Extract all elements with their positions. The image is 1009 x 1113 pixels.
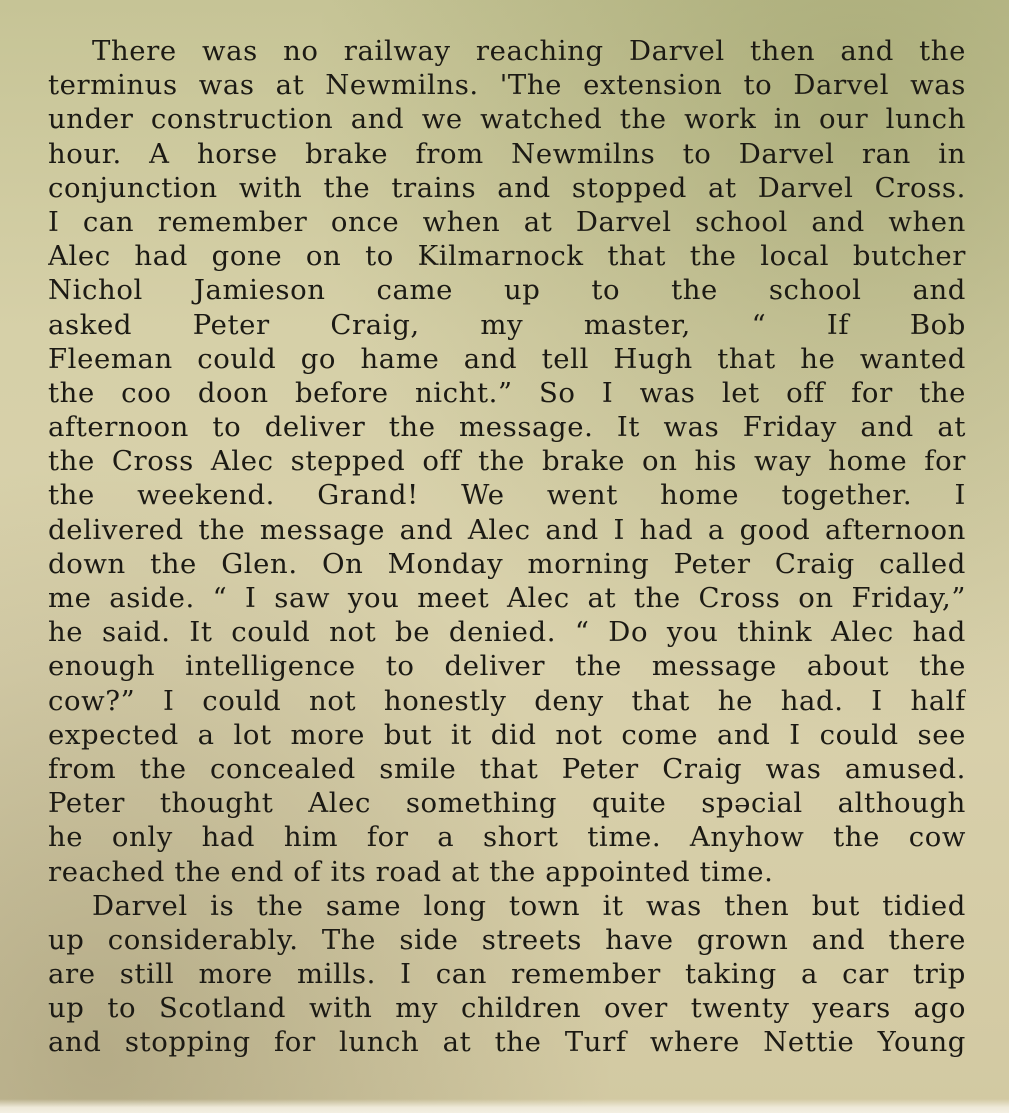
text-line: the Cross Alec stepped off the brake on his way home for <box>48 445 966 478</box>
text-line: me aside. “ I saw you meet Alec at the Cross on Friday,” <box>48 582 966 614</box>
text-line: under construction and we watched the work in our lunch <box>48 103 966 136</box>
document-body <box>48 34 969 1060</box>
text-line: and stopping for lunch at the Turf where Nettie Young <box>48 1026 966 1059</box>
text-line: the weekend. Grand! We went home together. I <box>48 479 966 512</box>
text-line: from the concealed smile that Peter Craig was amused. <box>48 752 966 785</box>
text-line: he said. It could not be denied. “ Do you think Alec had <box>48 616 966 649</box>
text-line: Alec had gone on to Kilmarnock that the local butcher <box>48 240 966 273</box>
text-line: hour. A horse brake from Newmilns to Darvel ran in <box>48 137 966 170</box>
text-line: conjunction with the trains and stopped at Darvel Cross. <box>48 171 966 204</box>
text-line: Fleeman could go hame and tell Hugh that he wanted <box>48 342 966 375</box>
text-line: terminus was at Newmilns. 'The extension to Darvel was <box>48 69 966 102</box>
text-line: asked Peter Craig, my master, “ If Bob <box>48 308 966 341</box>
text-line: Nichol Jamieson came up to the school and <box>48 274 966 307</box>
text-line: he only had him for a short time. Anyhow the cow <box>48 821 966 854</box>
text-line: the coo doon before nicht.” So I was let off for the <box>48 376 966 409</box>
text-line: cow?” I could not honestly deny that he had. I half <box>48 684 966 717</box>
text-line: I can remember once when at Darvel school and when <box>48 205 966 238</box>
text-line: Peter thought Alec something quite spəcial although <box>48 787 966 820</box>
text-line: expected a lot more but it did not come and I could see <box>48 718 966 751</box>
text-line: reached the end of its road at the appointed time. <box>48 855 774 888</box>
text-line: down the Glen. On Monday morning Peter Craig called <box>48 547 966 580</box>
text-line: afternoon to deliver the message. It was Friday and at <box>48 411 966 444</box>
text-line: delivered the message and Alec and I had a good afternoon <box>48 513 966 546</box>
text-line: are still more mills. I can remember taking a car trip <box>48 958 966 991</box>
text-line: There was no railway reaching Darvel then and the <box>92 35 966 67</box>
text-line: up considerably. The side streets have grown and there <box>48 923 966 956</box>
page-bottom-edge <box>0 1099 1009 1113</box>
text-line: up to Scotland with my children over twenty years ago <box>48 992 966 1025</box>
text-line: Darvel is the same long town it was then but tidied <box>92 889 966 922</box>
text-line: enough intelligence to deliver the message about the <box>48 650 966 683</box>
